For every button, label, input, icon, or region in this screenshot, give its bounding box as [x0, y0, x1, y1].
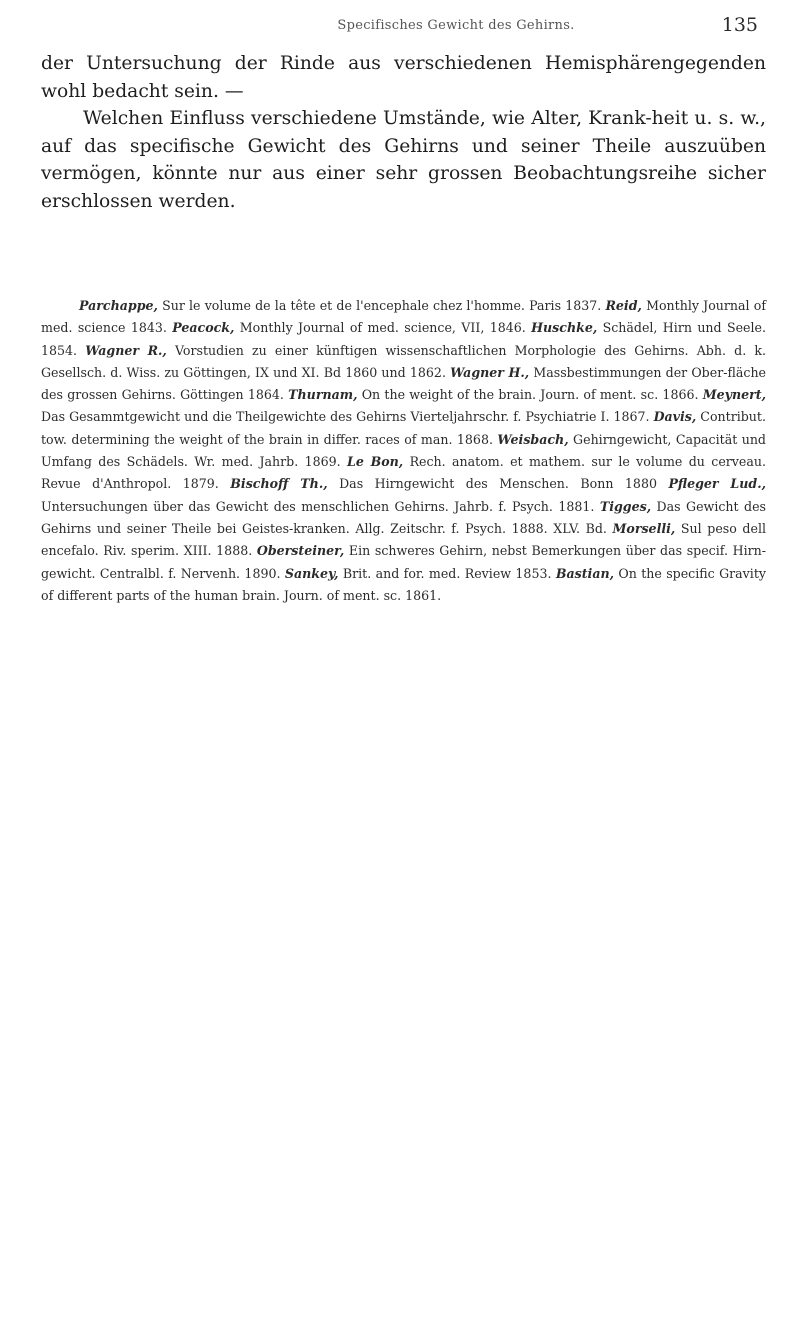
- reference-author: Reid,: [605, 298, 642, 313]
- reference-author: Wagner H.,: [450, 364, 530, 380]
- reference-text: Schädel, Hirn und Seele. 1854.: [41, 320, 766, 358]
- reference-text: Sur le volume de la tête et de l'encephale chez l'homme. Paris 1837.: [157, 298, 606, 313]
- reference-author: Wagner R.,: [85, 342, 167, 358]
- reference-author: Sankey,: [284, 565, 339, 581]
- reference-author: Parchappe,: [79, 298, 158, 313]
- reference-text: Contribut. tow. determining the weight of the brain in differ. races of man. 1868.: [41, 409, 766, 447]
- reference-author: Tigges,: [599, 498, 652, 514]
- reference-text: Massbestimmungen der Ober-fläche des grossen Gehirns. Göttingen 1864.: [41, 364, 767, 403]
- reference-text: Untersuchungen über das Gewicht des menschlichen Gehirns. Jahrb. f. Psych. 1881.: [41, 498, 600, 514]
- paragraph: der Untersuchung der Rinde aus verschiedenen Hemisphärengegenden wohl bedacht sein. —: [41, 53, 766, 102]
- reference-text: Das Gewicht des Gehirns und seiner Theile bei Geistes-kranken. Allg. Zeitschr. f. Psych. 1888. XLV. Bd.: [41, 498, 766, 536]
- reference-text: On the specific Gravity of different parts of the human brain. Journ. of ment. sc. 1861.: [41, 565, 766, 603]
- reference-author: Morselli,: [612, 520, 676, 536]
- references: [41, 295, 766, 607]
- reference-text: Ein schweres Gehirn, nebst Bemerkungen über das specif. Hirn-gewicht. Centralbl. f. Nervenh. 1890.: [41, 543, 766, 581]
- reference-author: Le Bon,: [347, 454, 404, 470]
- reference-text: Das Hirngewicht des Menschen. Bonn 1880: [327, 476, 669, 492]
- reference-text: Das Gesammtgewicht und die Theilgewichte des Gehirns Vierteljahrschr. f. Psychiatrie I. 1867.: [41, 409, 654, 425]
- main-text: [41, 50, 766, 215]
- reference-author: Huschke,: [531, 320, 598, 336]
- reference-text: Monthly Journal of med. science, VII, 1846.: [234, 320, 532, 336]
- reference-author: Bastian,: [555, 565, 615, 581]
- reference-author: Obersteiner,: [256, 543, 345, 559]
- reference-author: Thurnam,: [288, 387, 358, 403]
- reference-text: Sul peso dell encefalo. Riv. sperim. XIII. 1888.: [41, 520, 766, 559]
- running-head: [0, 12, 800, 42]
- reference-author: Meynert,: [702, 387, 766, 403]
- reference-author: Weisbach,: [497, 431, 569, 447]
- reference-text: Monthly Journal of med. science 1843.: [41, 298, 766, 336]
- reference-text: Vorstudien zu einer künftigen wissenschaftlichen Morphologie des Gehirns. Abh. d. k. Gesellsch. d. Wiss. zu Göttingen, IX und XI. Bd 1860 und 1862.: [41, 342, 767, 380]
- reference-text: Brit. and for. med. Review 1853.: [338, 565, 556, 581]
- running-title: Specifisches Gewicht des Gehirns.: [337, 18, 575, 33]
- reference-author: Peacock,: [172, 320, 235, 336]
- reference-author: Pfleger Lud.,: [668, 476, 766, 492]
- reference-text: Gehirngewicht, Capacität und Umfang des Schädels. Wr. med. Jahrb. 1869.: [41, 431, 766, 470]
- page-number: 135: [721, 14, 758, 36]
- reference-text: On the weight of the brain. Journ. of ment. sc. 1866.: [357, 387, 703, 403]
- reference-text: Rech. anatom. et mathem. sur le volume du cerveau. Revue d'Anthropol. 1879.: [41, 454, 766, 492]
- reference-author: Davis,: [653, 409, 697, 425]
- paragraph: Welchen Einfluss verschiedene Umstände, wie Alter, Krank-heit u. s. w., auf das specifische Gewicht des Gehirns und seiner Theile auszuüben vermögen, könnte nur aus einer sehr grossen Beobachtungsreihe sicher erschlossen werden.: [41, 108, 766, 212]
- reference-author: Bischoff Th.,: [230, 476, 328, 492]
